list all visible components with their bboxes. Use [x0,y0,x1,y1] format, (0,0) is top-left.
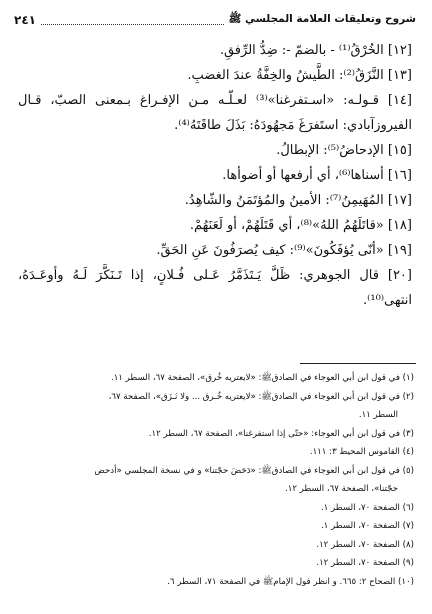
text-line: انتهى⁽¹⁰⁾. [363,293,412,308]
main-text [18,38,412,316]
text-line: الفيروزآبادي: استَفرَغَ مَجهُودَهُ: بَذَلَ طاقَتَهُ⁽⁴⁾. [174,118,412,133]
footnote-separator [300,363,416,364]
footnote: (١) في قول ابن أبي العوجاء في الصادقﷺ: «لايعتريه خُرق»، الصفحة ٦٧، السطر ١١. [110,373,414,383]
footnote: (٦) الصفحة ٧٠، السطر ١. [320,502,414,513]
text-line: [٢٠] قال الجوهري: ظَلَّ يَـتَذَمَّرُ عَـلى فُـلانٍ، إذا تَـنَكَّرَ لَـهُ وأوعَـدَهُ، [18,268,412,283]
footnote: (٧) الصفحة ٧٠، السطر ١. [320,521,414,531]
footnote: (٨) الصفحة ٧٠، السطر ١٢. [316,539,414,550]
text-line: [١٤] قـولـه: «اسـتفرغنا»⁽³⁾ لعـلّـه مـن الإفـراغ بـمعنى الصبّ، قـال [18,93,412,108]
footnote-continuation: حجّتنا»، الصفحة ٦٧، السطر ١٢. [284,484,398,494]
text-line: [١٢] الخُرْقُ⁽¹⁾ - بالضمّ -: ضِدُّ الرِّفقِ. [219,43,412,58]
text-line: [١٨] «قاتَلَهُمُ اللهُ»⁽⁸⁾، أي قَتَلَهُمْ، أو لَعَنَهُمْ. [189,218,412,233]
footnote-continuation: السطر ١١. [358,410,398,420]
page-number: ٢٤١ [14,13,36,27]
text-line: [١٣] النَّزَقُ⁽²⁾: الطَّيشُ والخِفَّةُ عندَ الغضبِ. [187,68,412,83]
text-line: [١٦] أسناها⁽⁶⁾، أي أرفعها أو أضوأها. [222,168,412,183]
text-line: [١٩] «أنّى يُؤفَكُونَ»⁽⁹⁾: كيف يُصرَفُونَ عَنِ الحَقِّ. [156,243,412,258]
header-dotted-leader [41,15,224,25]
running-header [14,10,416,30]
footnotes [14,369,414,591]
footnote: (١٠) الصحاح ٢: ٦٦٥. و انظر قول الإمامﷺ في الصفحة ٧١، السطر ٦. [167,576,414,587]
text-line: [١٥] الإدحاضُ⁽⁵⁾: الإبطالُ. [276,143,412,158]
footnote: (٥) في قول ابن أبي العوجاء في الصادقﷺ: «دَحَضَ حجّتنا» و في نسخة المجلسي «أدحض [94,465,414,476]
footnote: (٤) القاموس المحيط ٣: ١١١. [309,447,414,457]
footnote: (٣) في قول ابن أبي العوجاء: «حتّى إذا استفرغنا»، الصفحة ٦٧، السطر ١٢. [148,428,414,439]
footnote: (٢) في قول ابن أبي العوجاء في الصادقﷺ: «لايعتريه خُـرق ... ولا نَـزَق»، الصفحة ٦٧، [108,391,414,402]
header-title: شروح وتعليقات العلامة المجلسي ﷺ [228,12,416,25]
text-line: [١٧] المُهَيمِنُ⁽⁷⁾: الأمينُ والمُؤتَمَنُ والشّاهِدُ. [184,193,412,208]
footnote: (٩) الصفحة ٧٠، السطر ١٢. [316,558,414,568]
